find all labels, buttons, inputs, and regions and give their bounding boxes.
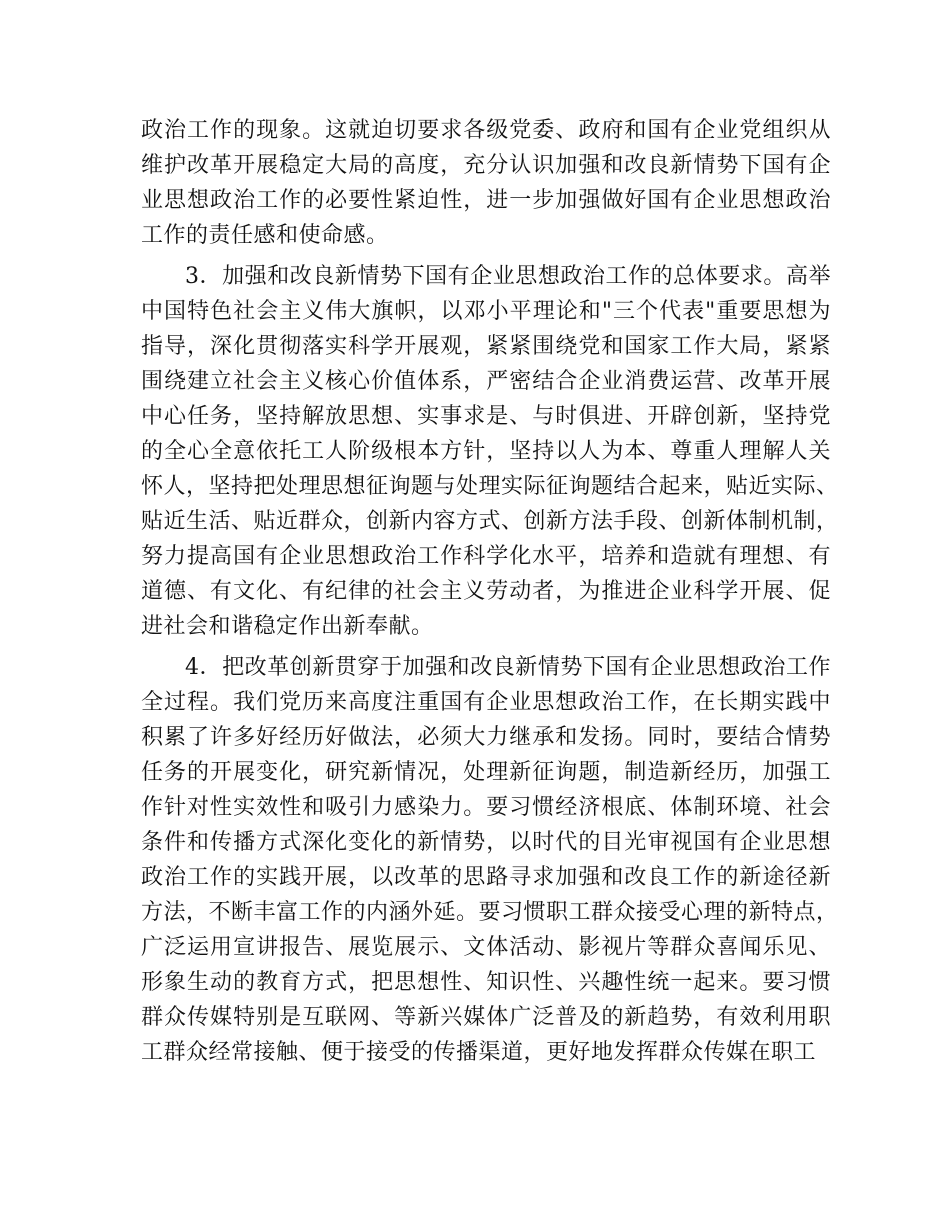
- text-line: 围绕建立社会主义核心价值体系，严密结合企业消费运营、改革开展: [141, 369, 831, 394]
- text-line: 3．加强和改良新情势下国有企业思想政治工作的总体要求。高举: [185, 264, 831, 289]
- text-line: 条件和传播方式深化变化的新情势，以时代的目光审视国有企业思想: [141, 830, 831, 855]
- text-line: 任务的开展变化，研究新情况，处理新征询题，制造新经历，加强工: [141, 760, 831, 785]
- text-line: 业思想政治工作的必要性紧迫性，进一步加强做好国有企业思想政治: [141, 188, 831, 213]
- document-body: [141, 113, 839, 1070]
- text-line: 全过程。我们党历来高度注重国有企业思想政治工作，在长期实践中: [141, 690, 831, 715]
- text-line: 道德、有文化、有纪律的社会主义劳动者，为推进企业科学开展、促: [141, 579, 831, 604]
- paragraph: [141, 113, 831, 253]
- text-line: 作针对性实效性和吸引力感染力。要习惯经济根底、体制环境、社会: [141, 795, 831, 820]
- text-line: 积累了许多好经历好做法，必须大力继承和发扬。同时，要结合情势: [141, 725, 831, 750]
- text-line: 中国特色社会主义伟大旗帜，以邓小平理论和"三个代表"重要思想为: [141, 299, 831, 324]
- text-line: 努力提高国有企业思想政治工作科学化水平，培养和造就有理想、有: [141, 544, 831, 569]
- text-line: 方法，不断丰富工作的内涵外延。要习惯职工群众接受心理的新特点，: [141, 900, 839, 925]
- text-line: 贴近生活、贴近群众，创新内容方式、创新方法手段、创新体制机制，: [141, 509, 839, 534]
- text-line: 维护改革开展稳定大局的高度，充分认识加强和改良新情势下国有企: [141, 153, 831, 178]
- text-line: 工作的责任感和使命感。: [141, 223, 389, 248]
- text-line: 进社会和谐稳定作出新奉献。: [141, 614, 434, 639]
- text-line: 工群众经常接触、便于接受的传播渠道，更好地发挥群众传媒在职工: [141, 1040, 817, 1065]
- text-line: 政治工作的实践开展，以改革的思路寻求加强和改良工作的新途径新: [141, 865, 831, 890]
- paragraph: [141, 650, 839, 1070]
- text-line: 4．把改革创新贯穿于加强和改良新情势下国有企业思想政治工作: [185, 655, 831, 680]
- text-line: 指导，深化贯彻落实科学开展观，紧紧围绕党和国家工作大局，紧紧: [141, 334, 831, 359]
- text-line: 广泛运用宣讲报告、展览展示、文体活动、影视片等群众喜闻乐见、: [141, 935, 831, 960]
- text-line: 怀人，坚持把处理思想征询题与处理实际征询题结合起来，贴近实际、: [141, 474, 839, 499]
- text-line: 形象生动的教育方式，把思想性、知识性、兴趣性统一起来。要习惯: [141, 970, 831, 995]
- text-line: 政治工作的现象。这就迫切要求各级党委、政府和国有企业党组织从: [141, 118, 831, 143]
- text-line: 群众传媒特别是互联网、等新兴媒体广泛普及的新趋势，有效利用职: [141, 1005, 831, 1030]
- text-line: 中心任务，坚持解放思想、实事求是、与时俱进、开辟创新，坚持党: [141, 404, 831, 429]
- paragraph: [141, 259, 839, 644]
- text-line: 的全心全意依托工人阶级根本方针，坚持以人为本、尊重人理解人关: [141, 439, 831, 464]
